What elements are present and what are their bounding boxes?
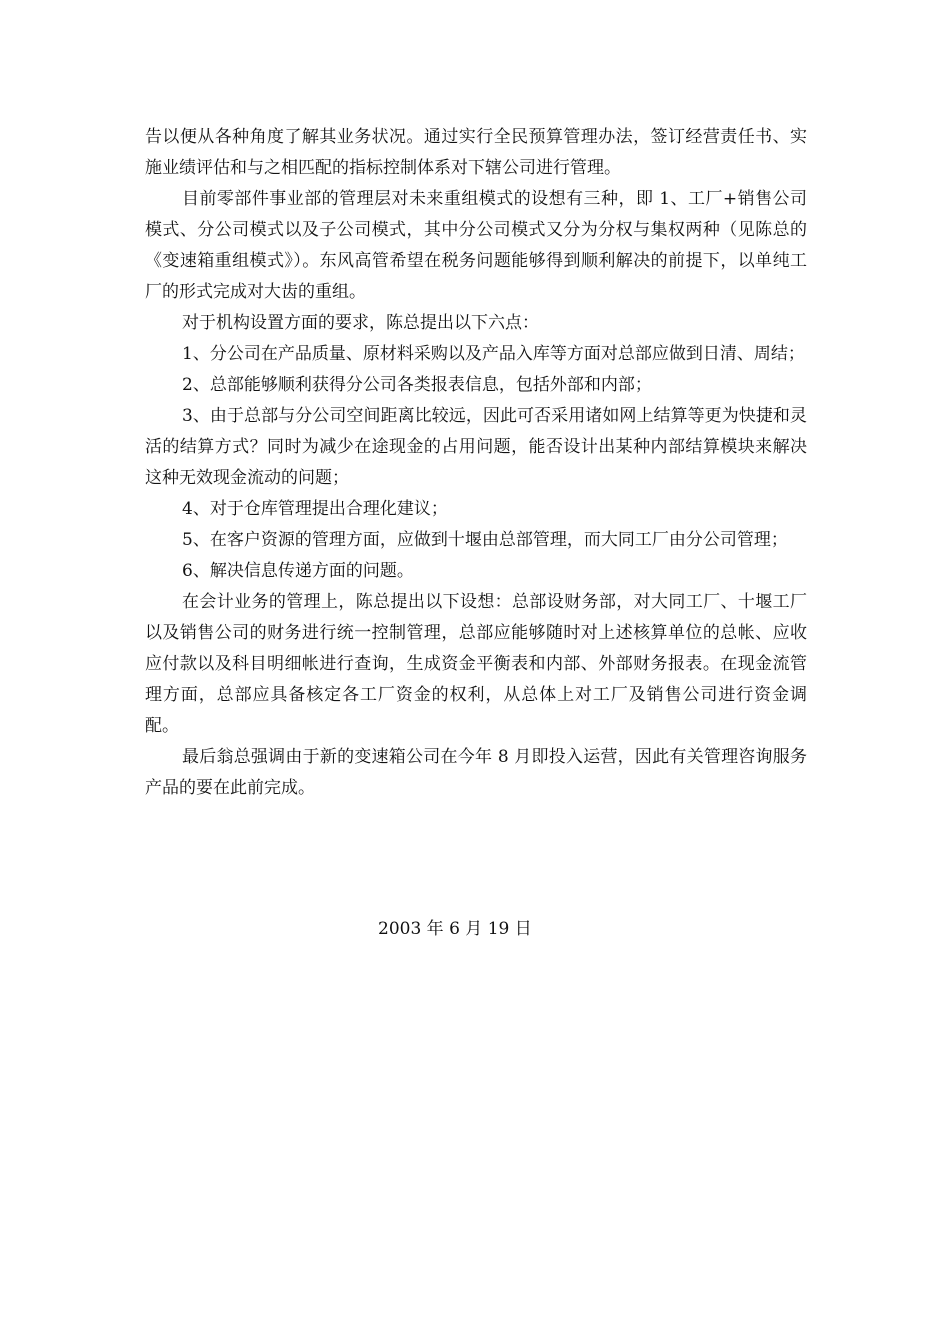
list-item-5: 5、在客户资源的管理方面，应做到十堰由总部管理，而大同工厂由分公司管理；	[182, 530, 788, 550]
list-item-4: 4、对于仓库管理提出合理化建议；	[182, 499, 448, 519]
list-item-3: 3、由于总部与分公司空间距离比较远，因此可否采用诸如网上结算等更为快捷和灵活的结算方式？同时为减少在途现金的占用问题，能否设计出某种内部结算模块来解决这种无效现金流动的问题；	[145, 406, 807, 488]
list-item-1: 1、分公司在产品质量、原材料采购以及产品入库等方面对总部应做到日清、周结；	[182, 344, 805, 364]
paragraph-org-requirements-intro: 对于机构设置方面的要求，陈总提出以下六点：	[182, 313, 539, 333]
paragraph-accounting: 在会计业务的管理上，陈总提出以下设想：总部设财务部，对大同工厂、十堰工厂以及销售公司的财务进行统一控制管理，总部应能够随时对上述核算单位的总帐、应收应付款以及科目明细帐进行查询，生成资金平衡表和内部、外部财务报表。在现金流管理方面，总部应具备核定各工厂资金的权利，从总体上对工厂及销售公司进行资金调配。	[145, 592, 807, 736]
document-body	[145, 122, 807, 804]
list-item-2: 2、总部能够顺利获得分公司各类报表信息，包括外部和内部；	[182, 375, 652, 395]
list-item-6: 6、解决信息传递方面的问题。	[182, 561, 414, 581]
document-date: 2003 年 6 月 19 日	[378, 919, 532, 939]
paragraph-continuation: 告以便从各种角度了解其业务状况。通过实行全民预算管理办法，签订经营责任书、实施业绩评估和与之相匹配的指标控制体系对下辖公司进行管理。	[145, 127, 807, 178]
paragraph-restructure-models: 目前零部件事业部的管理层对未来重组模式的设想有三种，即 1、工厂+销售公司模式、分公司模式以及子公司模式，其中分公司模式又分为分权与集权两种（见陈总的《变速箱重组模式》）。东风高管希望在税务问题能够得到顺利解决的前提下，以单纯工厂的形式完成对大齿的重组。	[145, 189, 807, 302]
paragraph-conclusion: 最后翁总强调由于新的变速箱公司在今年 8 月即投入运营，因此有关管理咨询服务产品的要在此前完成。	[145, 747, 807, 798]
